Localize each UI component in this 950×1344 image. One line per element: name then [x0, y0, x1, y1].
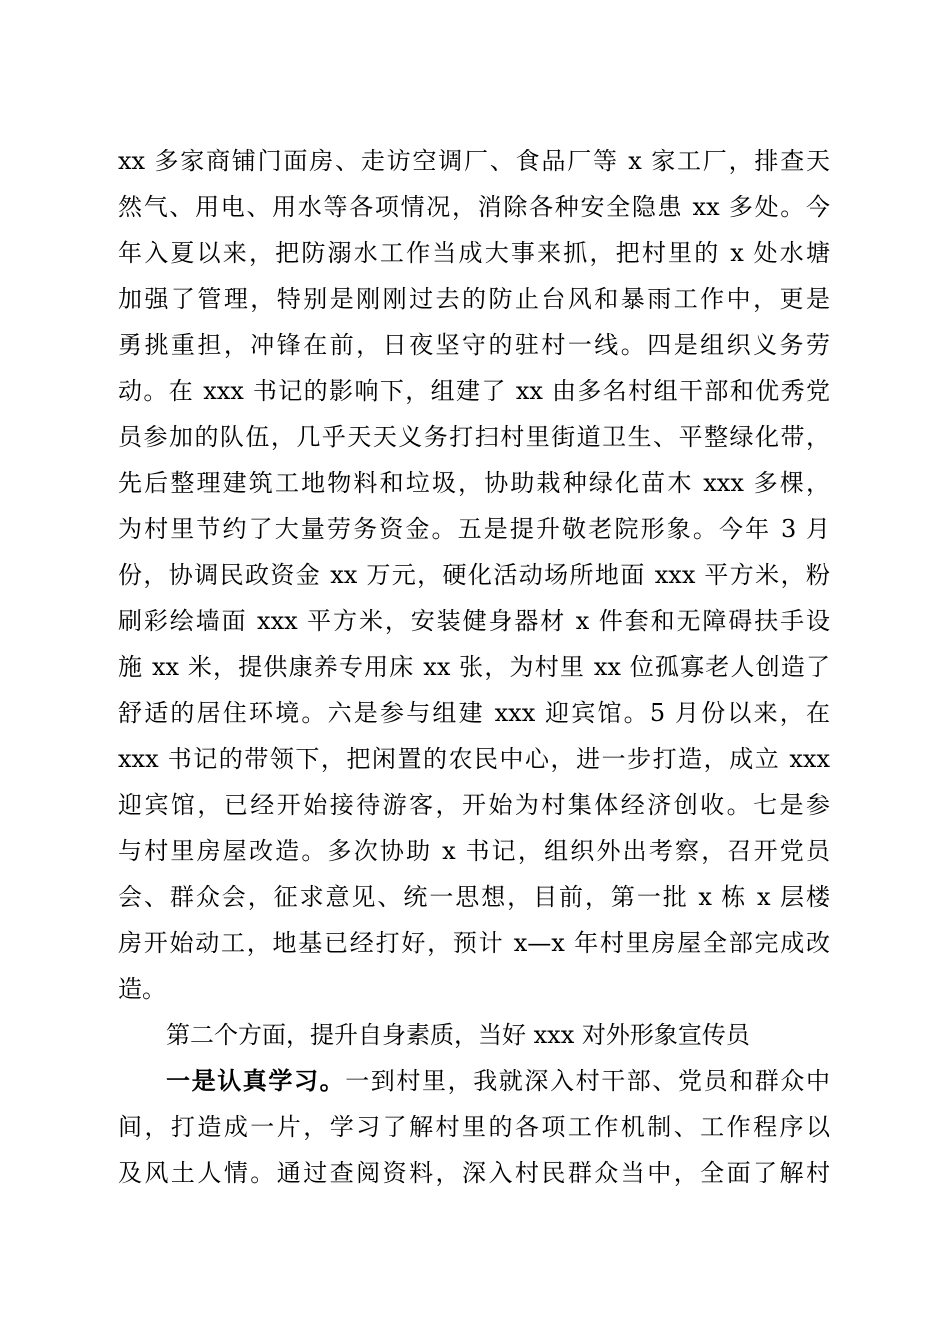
paragraph-line: 先后整理建筑工地物料和垃圾，协助栽种绿化苗木 xxx 多棵， — [118, 469, 830, 497]
paragraph-line: 动。在 xxx 书记的影响下，组建了 xx 由多名村组干部和优秀党 — [118, 377, 830, 405]
paragraph-line: 刷彩绘墙面 xxx 平方米，安装健身器材 x 件套和无障碍扶手设 — [118, 607, 830, 635]
paragraph-line: 勇挑重担，冲锋在前，日夜坚守的驻村一线。四是组织义务劳 — [118, 331, 830, 359]
paragraph-line: 员参加的队伍，几乎天天义务打扫村里街道卫生、平整绿化带， — [118, 423, 830, 451]
paragraph-line: 然气、用电、用水等各项情况，消除各种安全隐患 xx 多处。今 — [118, 193, 830, 221]
paragraph-lead: 一是认真学习。 — [166, 1066, 346, 1095]
paragraph-line: 舒适的居住环境。六是参与组建 xxx 迎宾馆。5 月份以来，在 — [118, 699, 830, 727]
paragraph-line: 会、群众会，征求意见、统一思想，目前，第一批 x 栋 x 层楼 — [118, 883, 830, 911]
paragraph-line: 房开始动工，地基已经打好，预计 x—x 年村里房屋全部完成改 — [118, 929, 830, 957]
paragraph-line: 与村里房屋改造。多次协助 x 书记，组织外出考察，召开党员 — [118, 837, 830, 865]
paragraph-first-line — [118, 1058, 830, 1104]
paragraph-line: 为村里节约了大量劳务资金。五是提升敬老院形象。今年 3 月 — [118, 515, 830, 543]
document-body — [118, 138, 830, 1196]
paragraph-line: xxx 书记的带领下，把闲置的农民中心，进一步打造，成立 xxx — [118, 745, 830, 773]
paragraph-line: 加强了管理，特别是刚刚过去的防止台风和暴雨工作中，更是 — [118, 285, 830, 313]
paragraph-line: xx 多家商铺门面房、走访空调厂、食品厂等 x 家工厂，排查天 — [118, 147, 830, 175]
section-heading: 第二个方面，提升自身素质，当好 xxx 对外形象宣传员 — [166, 1021, 750, 1049]
paragraph-line: 及风土人情。通过查阅资料，深入村民群众当中，全面了解村 — [118, 1159, 830, 1187]
paragraph-line: 份，协调民政资金 xx 万元，硬化活动场所地面 xxx 平方米，粉 — [118, 561, 830, 589]
paragraph-line: 迎宾馆，已经开始接待游客，开始为村集体经济创收。七是参 — [118, 791, 830, 819]
paragraph-line: 年入夏以来，把防溺水工作当成大事来抓，把村里的 x 处水塘 — [118, 239, 830, 267]
paragraph-lead-rest: 一到村里，我就深入村干部、党员和群众中 — [345, 1067, 831, 1095]
paragraph-line: 间，打造成一片，学习了解村里的各项工作机制、工作程序以 — [118, 1113, 830, 1141]
paragraph-line: 造。 — [118, 975, 166, 1003]
paragraph-line: 施 xx 米，提供康养专用床 xx 张，为村里 xx 位孤寡老人创造了 — [118, 653, 830, 681]
